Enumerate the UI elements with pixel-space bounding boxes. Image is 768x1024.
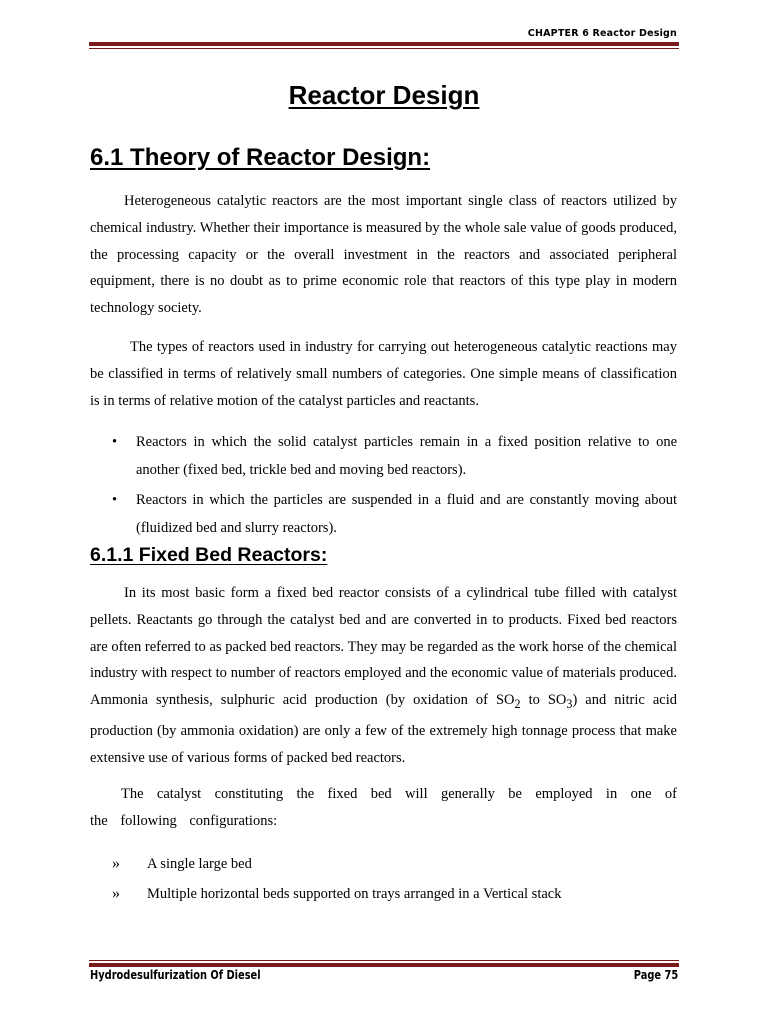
page-title: Reactor Design	[288, 80, 480, 110]
paragraph-heterogeneous-reactors: Heterogeneous catalytic reactors are the most important single class of reactors utilized by chemical industry. Whether their importance is measured by the whole sale value of goods produced, the processing capacity or the overall investment in the reactors and associated peripheral equipment, there is no doubt as to prime economic role that reactors of this type play in modern technology society.	[90, 193, 677, 317]
bullet-icon: •	[112, 492, 118, 508]
paragraph-fixed-bed-part-a: In its most basic form a fixed bed reactor consists of a cylindrical tube filled with catalyst pellets. Reactants go through the catalyst bed and are converted in to products. Fixed bed reactors are often referred to as packed bed reactors. They may be regarded as the work horse of the chemical industry with respect to number of reactors employed and the economic value of materials produced. Ammonia synthesis, sulphuric acid production (by oxidation of SO	[90, 585, 677, 709]
subscript-3: 3	[566, 697, 573, 712]
double-chevron-right-icon: »	[112, 855, 120, 872]
footer-title: Hydrodesulfurization Of Diesel	[90, 968, 261, 982]
paragraph-configurations: The catalyst constituting the fixed bed will generally be employed in one of the following configurations:	[90, 786, 677, 829]
running-head: CHAPTER 6 Reactor Design	[527, 28, 677, 39]
subscript-2: 2	[514, 697, 521, 712]
list-item	[90, 487, 677, 542]
list-item	[90, 881, 677, 908]
paragraph-fixed-bed-part-c: ) and nitric acid production (by ammonia oxidation) are only a few of the extremely high tonnage process that make extensive use of various forms of packed bed reactors.	[90, 692, 677, 766]
list-item	[90, 851, 677, 878]
list-item	[90, 429, 677, 484]
footer-rule-thick	[89, 963, 679, 967]
paragraph-fixed-bed-part-b: to SO	[520, 692, 567, 709]
list-item-text: Reactors in which the solid catalyst particles remain in a fixed position relative to one another (fixed bed, trickle bed and moving bed reactors).	[136, 434, 677, 478]
header-rule-thick	[89, 42, 679, 46]
paragraph-reactor-types: The types of reactors used in industry for carrying out heterogeneous catalytic reactions may be classified in terms of relatively small numbers of categories. One simple means of classification is in terms of relative motion of the catalyst particles and reactants.	[90, 339, 677, 409]
footer-rule-thin	[89, 960, 679, 961]
subsection-heading: 6.1.1 Fixed Bed Reactors:	[90, 544, 328, 566]
list-item-text: A single large bed	[147, 856, 252, 872]
double-chevron-right-icon: »	[112, 885, 120, 902]
list-item-text: Multiple horizontal beds supported on trays arranged in a Vertical stack	[147, 886, 562, 902]
header-rule-thin	[89, 48, 679, 49]
page-number: Page 75	[633, 968, 678, 982]
bullet-icon: •	[112, 434, 118, 450]
list-item-text: Reactors in which the particles are suspended in a fluid and are constantly moving about (fluidized bed and slurry reactors).	[136, 492, 677, 536]
paragraph-fixed-bed	[90, 580, 677, 771]
section-heading: 6.1 Theory of Reactor Design:	[90, 144, 431, 171]
